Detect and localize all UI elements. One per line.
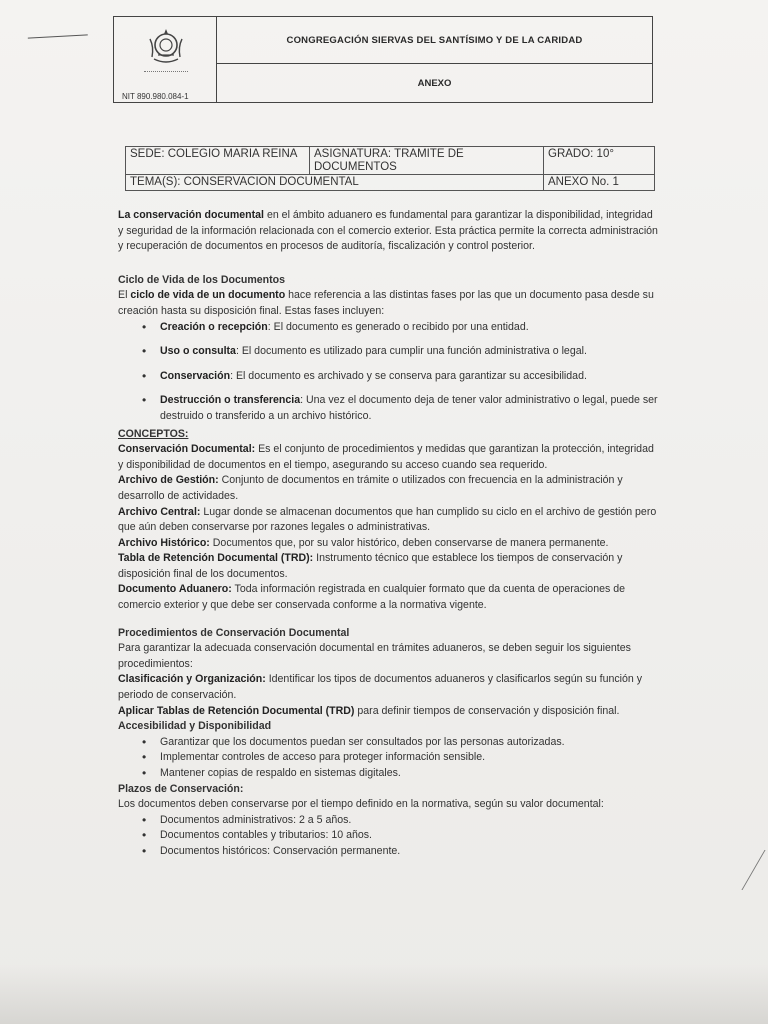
- list-item: [118, 344, 658, 360]
- list-item-desc: : El documento es archivado y se conserva para garantizar su accesibilidad.: [230, 369, 587, 382]
- list-item: [118, 320, 658, 336]
- grado-cell: GRADO: 10°: [544, 147, 655, 175]
- ciclo-lead: [118, 288, 658, 319]
- clasificacion-item: [118, 672, 658, 703]
- logo-cell: [114, 17, 217, 102]
- concepto-term: Tabla de Retención Documental (TRD):: [118, 552, 314, 565]
- concepto-item: [118, 536, 658, 552]
- procedimientos-title: Procedimientos de Conservación Documental: [118, 626, 350, 639]
- conceptos-title: CONCEPTOS:: [118, 427, 189, 440]
- crest-motto-ribbon: [144, 71, 188, 78]
- tema-cell: TEMA(S): CONSERVACION DOCUMENTAL: [126, 175, 544, 191]
- concepto-item: [118, 505, 658, 536]
- concepto-desc: Es el conjunto de procedimientos y medidas que garantizan la protección, integridad y disponibilidad de documentos en el tiempo, asegurando su acceso cuando sea requerido.: [118, 443, 654, 471]
- list-item: • Mantener copias de respaldo en sistemas digitales.: [118, 766, 658, 782]
- list-item-desc: : El documento es generado o recibido por una entidad.: [267, 320, 529, 333]
- list-item: • Documentos históricos: Conservación permanente.: [118, 844, 658, 860]
- scan-shadow: [0, 964, 768, 1024]
- intro-text: en el ámbito aduanero es fundamental para garantizar la disponibilidad, integridad y seguridad de la información relacionada con el comercio exterior. Esta práctica permite la correcta administración y recuperación de documentos en procesos de auditoría, fiscalización y control posterior.: [118, 209, 658, 253]
- concepto-item: [118, 551, 658, 582]
- ciclo-lead-post: hace referencia a las distintas fases por las que un documento pasa desde su creación hasta su disposición final. Estas fases incluyen:: [118, 289, 654, 317]
- list-item: • Documentos contables y tributarios: 10 años.: [118, 828, 658, 844]
- asignatura-cell: ASIGNATURA: TRAMITE DE DOCUMENTOS: [310, 147, 544, 175]
- intro-paragraph: [118, 208, 658, 255]
- concepto-term: Archivo de Gestión:: [118, 474, 219, 487]
- list-item-term: Creación o recepción: [160, 320, 268, 333]
- organization-name: CONGREGACIÓN SIERVAS DEL SANTÍSIMO Y DE LA CARIDAD: [217, 17, 652, 64]
- clasificacion-term: Clasificación y Organización:: [118, 673, 266, 686]
- info-table: [125, 146, 655, 191]
- trd-term: Aplicar Tablas de Retención Documental (TRD): [118, 704, 355, 717]
- plazos-list: [118, 813, 658, 860]
- ciclo-title: Ciclo de Vida de los Documentos: [118, 273, 285, 286]
- concepto-item: [118, 442, 658, 473]
- concepto-term: Archivo Central:: [118, 505, 201, 518]
- list-item: [118, 369, 658, 385]
- list-item-term: Uso o consulta: [160, 345, 236, 358]
- page-fold-mark: [741, 850, 768, 890]
- trd-item: [118, 704, 658, 720]
- ciclo-lead-pre: El: [118, 289, 131, 302]
- procedimientos-lead: Para garantizar la adecuada conservación documental en trámites aduaneros, se deben seguir los siguientes procedimientos:: [118, 642, 631, 670]
- trd-desc: para definir tiempos de conservación y disposición final.: [354, 704, 620, 717]
- list-item-term: Destrucción o transferencia: [160, 394, 301, 407]
- list-item-desc: : Una vez el documento deja de tener valor administrativo o legal, puede ser destruido o transferido a un archivo histórico.: [160, 394, 658, 422]
- list-item: • Implementar controles de acceso para proteger información sensible.: [118, 750, 658, 766]
- document-body: [118, 208, 658, 860]
- pen-mark: [28, 34, 88, 46]
- nit-number: NIT 890.980.084-1: [122, 92, 189, 101]
- concepto-term: Archivo Histórico:: [118, 536, 210, 549]
- list-item: • Garantizar que los documentos puedan ser consultados por las personas autorizadas.: [118, 735, 658, 751]
- concepto-item: [118, 582, 658, 613]
- concepto-desc: Toda información registrada en cualquier formato que da cuenta de operaciones de comercio exterior y que debe ser conservada conforme a la normativa vigente.: [118, 583, 626, 612]
- intro-bold: La conservación documental: [118, 209, 265, 221]
- ciclo-lead-bold: ciclo de vida de un documento: [130, 289, 286, 302]
- concepto-desc: Lugar donde se almacenan documentos que han cumplido su ciclo en el archivo de gestión pero que aún deben conservarse por razones legales o administrativas.: [118, 505, 657, 534]
- document-type: ANEXO: [417, 77, 452, 89]
- plazos-title: Plazos de Conservación:: [118, 782, 244, 795]
- list-item: [118, 393, 658, 424]
- info-row-2: [126, 175, 655, 191]
- list-item-term: Conservación: [160, 369, 231, 382]
- concepto-item: [118, 473, 658, 504]
- document-header: [113, 16, 653, 103]
- clasificacion-desc: Identificar los tipos de documentos aduaneros y clasificarlos según su función y periodo de conservación.: [118, 673, 643, 702]
- concepto-desc: Documentos que, por su valor histórico, deben conservarse de manera permanente.: [209, 536, 609, 549]
- concepto-desc: Instrumento técnico que establece los tiempos de conservación y disposición final de los documentos.: [118, 552, 623, 580]
- list-item-desc: : El documento es utilizado para cumplir una función administrativa o legal.: [235, 345, 587, 358]
- list-item: • Documentos administrativos: 2 a 5 años.: [118, 813, 658, 829]
- accesibilidad-title: Accesibilidad y Disponibilidad: [118, 720, 272, 733]
- concepto-term: Documento Aduanero:: [118, 583, 232, 596]
- info-row-1: [126, 147, 655, 175]
- plazos-lead: Los documentos deben conservarse por el tiempo definido en la normativa, según su valor documental:: [118, 798, 604, 811]
- ciclo-list: [118, 320, 658, 425]
- sede-cell: SEDE: COLEGIO MARIA REINA: [126, 147, 310, 175]
- concepto-term: Conservación Documental:: [118, 443, 256, 456]
- congregation-crest-icon: [144, 25, 188, 69]
- title-cell: [217, 17, 652, 102]
- accesibilidad-list: [118, 735, 658, 782]
- concepto-desc: Conjunto de documentos en trámite o utilizados con frecuencia en la administración y desarrollo de actividades.: [118, 474, 623, 502]
- anexo-cell: ANEXO No. 1: [544, 175, 655, 191]
